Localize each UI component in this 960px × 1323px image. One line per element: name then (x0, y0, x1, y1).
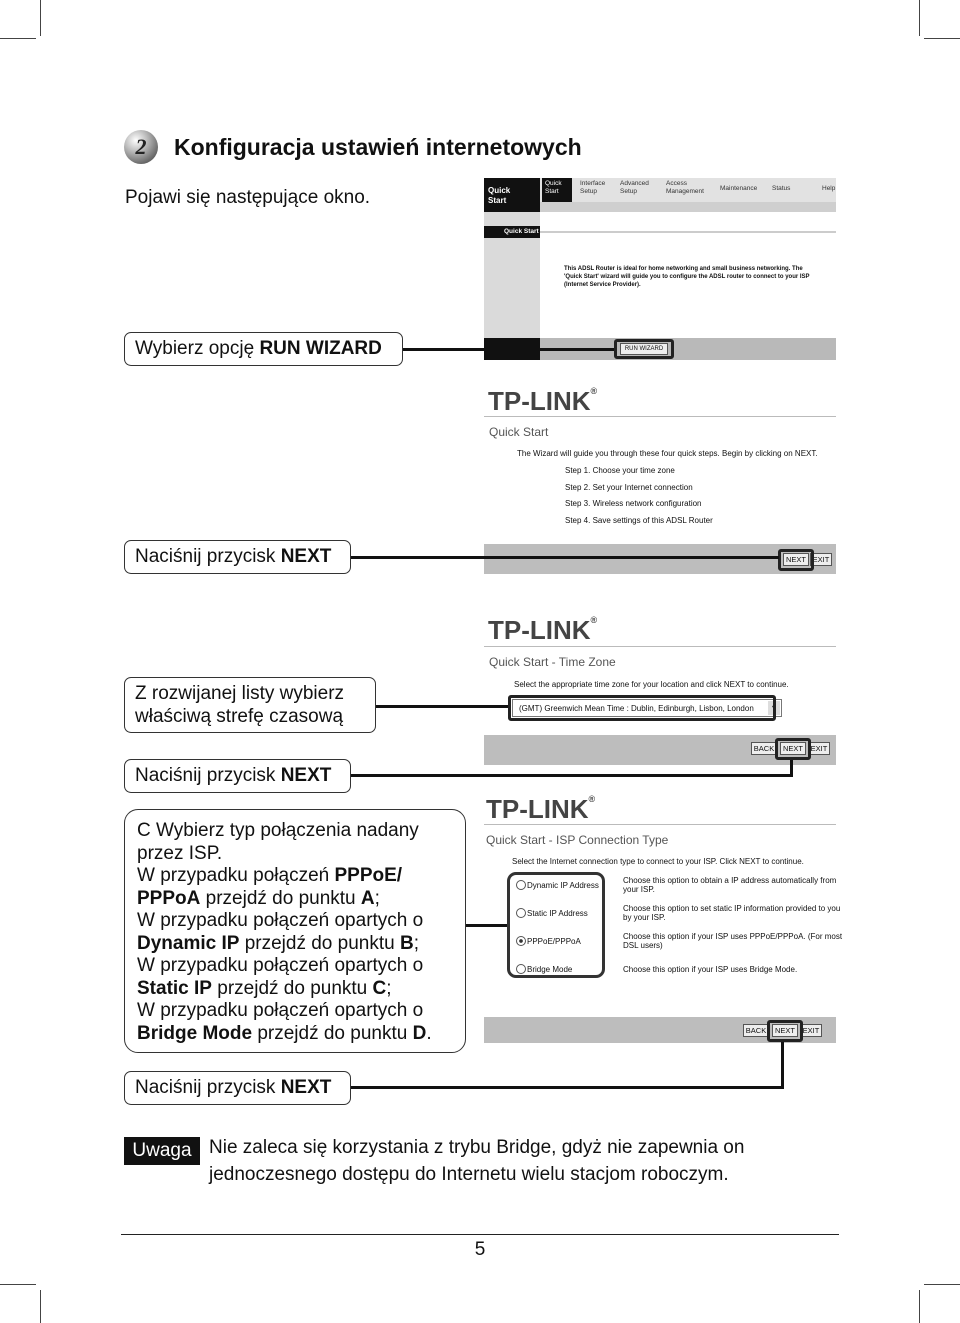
nav-divider (540, 202, 836, 212)
callout-text: Wybierz opcję (135, 338, 260, 359)
wizard-step: Step 2. Set your Internet connection (565, 483, 693, 492)
wizard-step: Step 4. Save settings of this ADSL Router (565, 516, 713, 525)
callout-bold: RUN WIZARD (259, 338, 382, 359)
callout-text: C Wybierz typ połączenia nadany (137, 820, 419, 841)
tp-link-logo: TP-LINK® (488, 615, 598, 645)
description-line: This ADSL Router is ideal for home networking and small business networking. The (564, 266, 803, 272)
back-button[interactable]: BACK (743, 1024, 769, 1037)
connector-line (351, 774, 793, 777)
next-button[interactable]: NEXT (772, 1024, 798, 1037)
screen-title: Quick Start - ISP Connection Type (486, 833, 669, 847)
callout-text: Naciśnij przycisk (135, 546, 281, 567)
exit-button[interactable]: EXIT (800, 1024, 822, 1037)
note-text: jednoczesnego dostępu do Internetu wielu stacjom roboczym. (209, 1164, 729, 1185)
timezone-highlight (508, 695, 776, 721)
step-number-badge: 2 (124, 130, 158, 164)
timezone-value: (GMT) Greenwich Mean Time : Dublin, Edinburgh, Lisbon, London (519, 704, 754, 713)
callout-text: właściwą strefę czasową (135, 706, 344, 727)
crop-mark (0, 38, 36, 39)
callout-text: Bridge Mode przejdź do punktu D. (137, 1022, 432, 1044)
option-description: by your ISP. (623, 913, 666, 922)
next-highlight (778, 549, 814, 571)
nav-item-quick-start[interactable]: Quick Start (545, 180, 562, 195)
callout-bold: NEXT (280, 1077, 332, 1098)
crop-mark (924, 38, 960, 39)
nav-item-status[interactable]: Status (772, 185, 791, 192)
router-screenshot-quick-start (484, 178, 836, 360)
callout-text: Dynamic IP przejdź do punktu B; (137, 932, 419, 954)
callout-next-1 (124, 540, 351, 574)
screen-title: Quick Start (489, 425, 549, 439)
callout-bold: NEXT (280, 765, 332, 786)
radio-pppoe-pppoa[interactable] (516, 936, 526, 946)
exit-button[interactable]: EXIT (810, 553, 832, 566)
callout-next-3 (124, 1071, 351, 1105)
radio-dynamic-ip[interactable] (516, 880, 526, 890)
section-heading: Konfiguracja ustawień internetowych (174, 134, 582, 160)
callout-text: przez ISP. (137, 842, 223, 864)
nav-logo-tab-label: Quick Start (488, 186, 511, 205)
option-description: your ISP. (623, 885, 655, 894)
option-label: Static IP Address (527, 909, 588, 918)
exit-button[interactable]: EXIT (808, 742, 830, 755)
chevron-down-icon: ▾ (768, 701, 780, 715)
option-description: DSL users) (623, 941, 663, 950)
option-label: PPPoE/PPPoA (527, 937, 581, 946)
callout-text: PPPoA przejdź do punktu A; (137, 887, 380, 909)
tp-link-logo-text: TP-LINK (488, 386, 591, 416)
callout-next-2 (124, 759, 351, 793)
nav-item-interface-setup[interactable]: Interface Setup (580, 180, 606, 195)
nav-item-help[interactable]: Help (822, 185, 836, 192)
connector-line (781, 1042, 784, 1089)
option-description: Choose this option if your ISP uses Bridge Mode. (623, 965, 798, 974)
nav-item-access-management[interactable]: Access Management (666, 180, 704, 195)
callout-text: Static IP przejdź do punktu C; (137, 977, 392, 999)
callout-timezone (124, 677, 376, 733)
tp-link-logo: TP-LINK® (486, 794, 596, 824)
connector-line (376, 705, 508, 708)
option-description: Choose this option if your ISP uses PPPoE/PPPoA. (For most (623, 932, 843, 941)
radio-static-ip[interactable] (516, 908, 526, 918)
back-button[interactable]: BACK (751, 742, 777, 755)
next-highlight (775, 738, 811, 760)
callout-text: Z rozwijanej listy wybierz (135, 683, 345, 704)
option-description: Choose this option to obtain a IP address automatically from (623, 876, 837, 885)
connector-line (466, 924, 507, 927)
next-highlight (767, 1020, 803, 1042)
logo-rule (484, 416, 836, 417)
crop-mark (919, 1290, 920, 1323)
page-number: 5 (474, 1239, 486, 1260)
connector-line (790, 760, 793, 777)
footer-rule (121, 1234, 839, 1235)
nav-item-maintenance[interactable]: Maintenance (720, 185, 758, 192)
crop-mark (919, 0, 920, 36)
wizard-step: Step 1. Choose your time zone (565, 466, 675, 475)
callout-text: Naciśnij przycisk (135, 1077, 281, 1098)
crop-mark (0, 1284, 36, 1285)
callout-text: W przypadku połączeń PPPoE/ (137, 865, 403, 886)
connector-line (403, 348, 614, 351)
description-line: 'Quick Start' wizard will guide you to configure the ADSL router to connect to your ISP (564, 274, 810, 280)
crop-mark (40, 1290, 41, 1323)
tp-link-logo-text: TP-LINK (488, 615, 591, 645)
note-text: Nie zaleca się korzystania z trybu Bridge, gdyż nie zapewnia on (209, 1137, 745, 1158)
wizard-step: Step 3. Wireless network configuration (565, 499, 702, 508)
nav-item-advanced-setup[interactable]: Advanced Setup (620, 180, 649, 195)
connector-line (351, 1086, 784, 1089)
screen-title: Quick Start - Time Zone (489, 655, 616, 669)
logo-rule (484, 824, 836, 825)
next-button[interactable]: NEXT (783, 553, 809, 566)
option-description: Choose this option to set static IP information provided to you (623, 904, 841, 913)
section-header-label: Quick Start (504, 228, 539, 235)
connector-line (351, 556, 779, 559)
callout-text: Naciśnij przycisk (135, 765, 281, 786)
intro-text: Pojawi się następujące okno. (125, 187, 371, 208)
tp-link-logo-text: TP-LINK (486, 794, 589, 824)
callout-text: W przypadku połączeń opartych o (137, 910, 424, 931)
wizard-intro: The Wizard will guide you through these four quick steps. Begin by clicking on NEXT. (517, 449, 818, 458)
description-line: (Internet Service Provider). (564, 282, 641, 288)
callout-text: W przypadku połączeń opartych o (137, 1000, 424, 1021)
logo-rule (484, 646, 836, 647)
timezone-intro: Select the appropriate time zone for your location and click NEXT to continue. (514, 680, 789, 689)
option-label: Dynamic IP Address (527, 881, 599, 890)
option-label: Bridge Mode (527, 965, 573, 974)
callout-bold: NEXT (280, 546, 332, 567)
callout-connection-type (124, 809, 466, 1053)
radio-bridge-mode[interactable] (516, 964, 526, 974)
section-header-rule (540, 231, 836, 233)
run-wizard-highlight (614, 339, 674, 359)
note-label: Uwaga (124, 1137, 200, 1165)
next-button[interactable]: NEXT (780, 742, 806, 755)
callout-run-wizard (124, 332, 403, 366)
tp-link-logo: TP-LINK® (488, 386, 598, 416)
connection-intro: Select the Internet connection type to connect to your ISP. Click NEXT to continue. (512, 857, 804, 866)
callout-text: W przypadku połączeń opartych o (137, 955, 424, 976)
crop-mark (924, 1284, 960, 1285)
run-wizard-button[interactable]: RUN WIZARD (620, 343, 668, 355)
crop-mark (40, 0, 41, 36)
